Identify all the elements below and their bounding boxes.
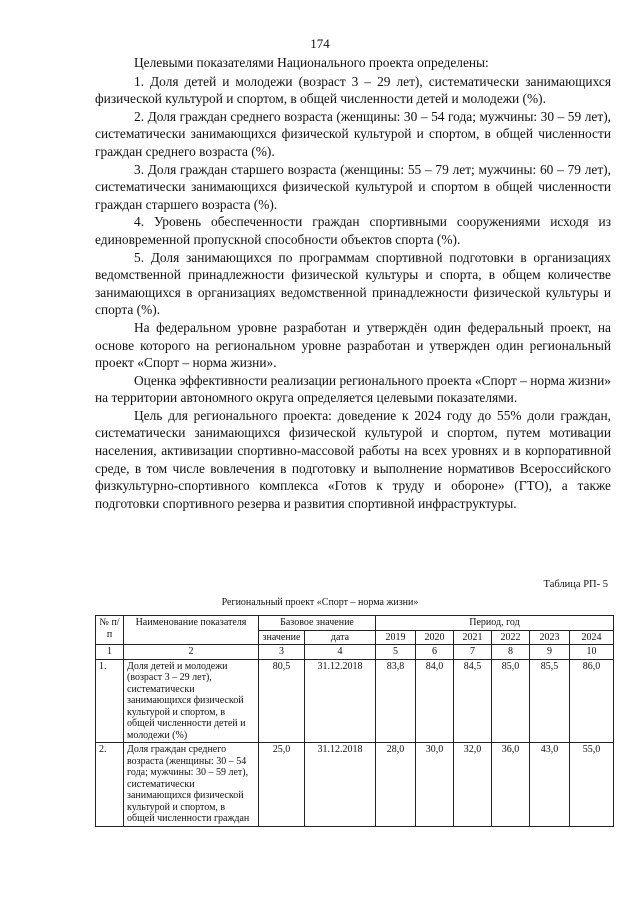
header-num: № п/п (96, 616, 124, 645)
column-number: 5 (376, 645, 416, 660)
paragraph-federal: На федеральном уровне разработан и утверждён один федеральный проект, на основе которого на региональном уровне разработан и утвержден один региональный проект «Спорт – норма жизни». (95, 319, 611, 371)
paragraph-indicator-2: 2. Доля граждан среднего возраста (женщины: 30 – 54 года; мужчины: 30 – 59 лет), систематически занимающихся физической культурой и спортом, в общей численности граждан среднего возраста (%). (95, 108, 611, 159)
column-number: 8 (492, 645, 530, 660)
column-number: 7 (454, 645, 492, 660)
header-year: 2022 (492, 630, 530, 645)
row-name: Доля граждан среднего возраста (женщины: 30 – 54 года; мужчины: 30 – 59 лет), систематически занимающихся физической культурой и спортом, в общей численности граждан (124, 743, 259, 827)
row-year-value: 36,0 (492, 743, 530, 827)
row-year-value: 55,0 (570, 743, 614, 827)
row-year-value: 84,5 (454, 659, 492, 743)
row-base-date: 31.12.2018 (305, 659, 376, 743)
column-number: 2 (124, 645, 259, 660)
column-number: 10 (570, 645, 614, 660)
row-year-value: 43,0 (530, 743, 570, 827)
indicators-table (95, 615, 614, 827)
row-year-value: 84,0 (416, 659, 454, 743)
paragraph-indicator-1: 1. Доля детей и молодежи (возраст 3 – 29 лет), систематически занимающихся физической культурой и спортом, в общей численности детей и молодежи (%). (95, 73, 611, 107)
column-number: 9 (530, 645, 570, 660)
table-caption: Региональный проект «Спорт – норма жизни» (221, 597, 419, 608)
paragraph-evaluation: Оценка эффективности реализации регионального проекта «Спорт – норма жизни» на территории автономного округа определяется целевыми показателями. (95, 372, 611, 406)
column-number: 4 (305, 645, 376, 660)
row-year-value: 28,0 (376, 743, 416, 827)
table-row (96, 743, 614, 827)
header-value: значение (259, 630, 305, 645)
column-number: 3 (259, 645, 305, 660)
table-label: Таблица РП- 5 (543, 579, 608, 590)
column-number: 6 (416, 645, 454, 660)
header-year: 2020 (416, 630, 454, 645)
column-number: 1 (96, 645, 124, 660)
row-year-value: 30,0 (416, 743, 454, 827)
row-year-value: 32,0 (454, 743, 492, 827)
row-base-value: 25,0 (259, 743, 305, 827)
paragraph-goal: Цель для регионального проекта: доведение к 2024 году до 55% доли граждан, систематически занимающихся физической культурой и спортом, путем мотивации населения, активизации спортивно-массовой работы на всех уровнях и в корпоративной среде, в том числе вовлечения в подготовку и выполнение нормативов Всероссийского физкультурно-спортивного комплекса «Готов к труду и обороне» (ГТО), а также подготовки спортивного резерва и развития спортивной инфраструктуры. (95, 407, 611, 511)
row-base-value: 80,5 (259, 659, 305, 743)
table-row (96, 659, 614, 743)
header-base: Базовое значение (259, 616, 376, 631)
page-number: 174 (310, 36, 330, 51)
header-name: Наименование показателя (124, 616, 259, 645)
header-date: дата (305, 630, 376, 645)
row-name: Доля детей и молодежи (возраст 3 – 29 лет), систематически занимающихся физической культурой и спортом, в общей численности детей и молодежи (%) (124, 659, 259, 743)
row-num: 2. (96, 743, 124, 827)
body-text (95, 54, 611, 512)
header-year: 2023 (530, 630, 570, 645)
row-year-value: 85,5 (530, 659, 570, 743)
paragraph-intro: Целевыми показателями Национального проекта определены: (134, 55, 489, 70)
header-period: Период, год (376, 616, 614, 631)
row-num: 1. (96, 659, 124, 743)
row-year-value: 86,0 (570, 659, 614, 743)
paragraph-indicator-5: 5. Доля занимающихся по программам спортивной подготовки в организациях ведомственной принадлежности физической культуры и спорта, в общем количестве занимающихся в организациях ведомственной принадлежности физической культуры и спорта (%). (95, 249, 611, 318)
header-year: 2019 (376, 630, 416, 645)
table-header-row-1 (96, 616, 614, 631)
paragraph-indicator-3: 3. Доля граждан старшего возраста (женщины: 55 – 79 лет; мужчины: 60 – 79 лет), систематически занимающихся физической культурой и спортом в общей численности граждан старшего возраста (%). (95, 161, 611, 212)
row-year-value: 85,0 (492, 659, 530, 743)
row-base-date: 31.12.2018 (305, 743, 376, 827)
paragraph-indicator-4: 4. Уровень обеспеченности граждан спортивными сооружениями исходя из единовременной пропускной способности объектов спорта (%). (95, 214, 611, 247)
row-year-value: 83,8 (376, 659, 416, 743)
table-column-numbers-row (96, 645, 614, 660)
header-year: 2021 (454, 630, 492, 645)
header-year: 2024 (570, 630, 614, 645)
